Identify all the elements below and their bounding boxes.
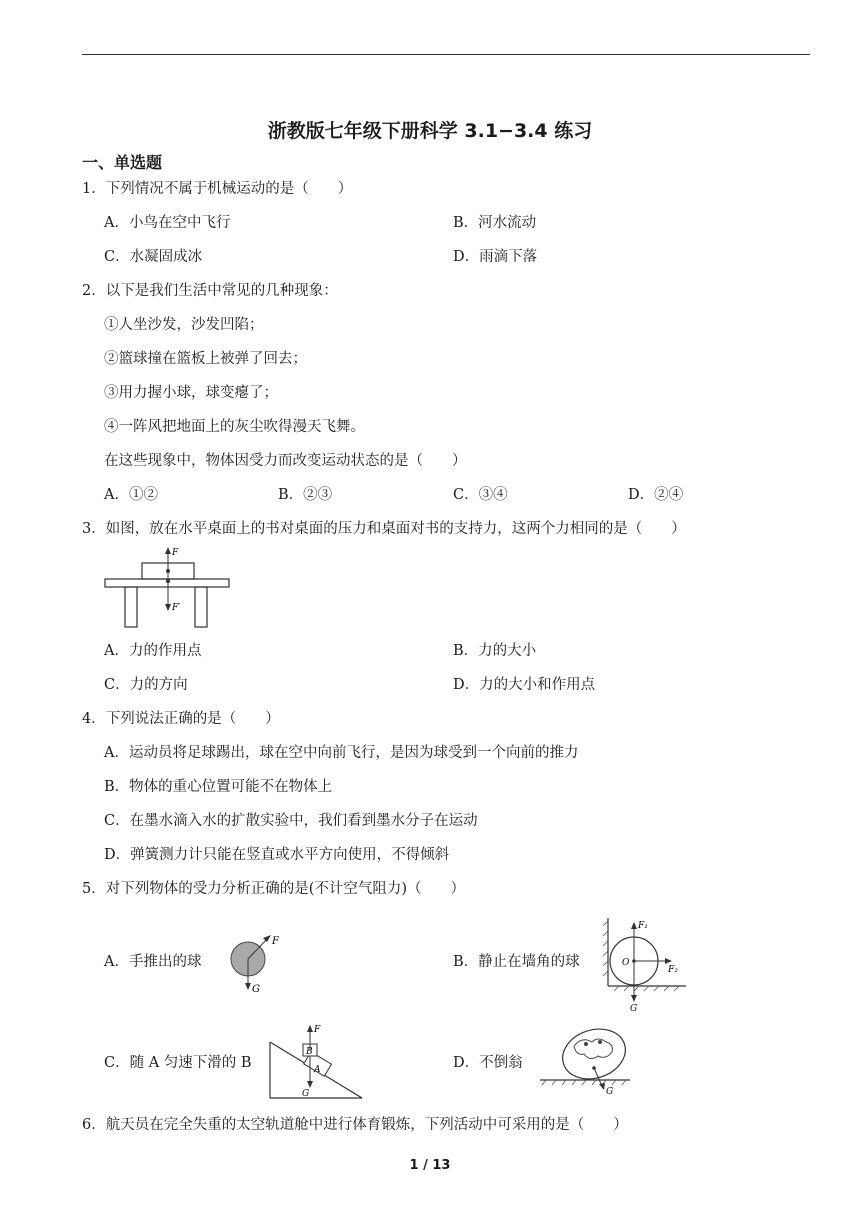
- q2-option-c: C．③④: [453, 487, 508, 503]
- pushed-ball-figure: [222, 926, 292, 996]
- q3-option-a: A．力的作用点: [104, 643, 202, 659]
- page-title: 浙教版七年级下册科学 3.1−3.4 练习: [267, 120, 593, 142]
- q2-option-d: D．②④: [628, 487, 684, 503]
- header-rule: [82, 54, 810, 55]
- label-a: A: [314, 1065, 321, 1075]
- q3-option-d: D．力的大小和作用点: [453, 677, 596, 693]
- question-6-stem: 6．航天员在完全失重的太空轨道舱中进行体育锻炼，下列活动中可采用的是（ ）: [82, 1117, 628, 1133]
- q4-option-b: B．物体的重心位置可能不在物体上: [104, 779, 333, 795]
- q2-option-b: B．②③: [278, 487, 333, 503]
- q1-option-d: D．雨滴下落: [453, 249, 538, 265]
- q3-option-b: B．力的大小: [453, 643, 537, 659]
- q1-option-b: B．河水流动: [453, 215, 537, 231]
- ball-in-corner-figure: [600, 914, 690, 1012]
- q2-question: 在这些现象中，物体因受力而改变运动状态的是（ ）: [104, 453, 467, 469]
- q4-option-a: A．运动员将足球踢出，球在空中向前飞行，是因为球受到一个向前的推力: [104, 745, 579, 761]
- q2-item-1: ①人坐沙发，沙发凹陷；: [104, 317, 264, 333]
- q5-option-d: D．不倒翁: [453, 1055, 523, 1071]
- label-f: F: [172, 548, 179, 558]
- q2-item-3: ③用力握小球，球变瘪了；: [104, 385, 278, 401]
- q4-option-d: D．弹簧测力计只能在竖直或水平方向使用，不得倾斜: [104, 847, 450, 863]
- question-1-stem: 1．下列情况不属于机械运动的是（ ）: [82, 181, 353, 197]
- tumbler-toy-figure: [536, 1028, 636, 1102]
- q5-option-a: A．手推出的球: [104, 954, 202, 970]
- label-f1: F₁: [638, 921, 648, 931]
- label-g: G: [302, 1089, 310, 1099]
- question-4-stem: 4．下列说法正确的是（ ）: [82, 711, 280, 727]
- question-5-stem: 5．对下列物体的受力分析正确的是(不计空气阻力)（ ）: [82, 881, 466, 897]
- sliding-blocks-figure: [266, 1022, 368, 1104]
- label-g: G: [252, 984, 260, 995]
- label-f-prime: F′: [172, 603, 181, 613]
- label-b: B: [306, 1047, 313, 1057]
- q2-item-4: ④一阵风把地面上的灰尘吹得漫天飞舞。: [104, 419, 365, 435]
- question-2-stem: 2．以下是我们生活中常见的几种现象：: [82, 283, 338, 299]
- page-number: 1 / 13: [409, 1158, 451, 1173]
- label-g: G: [630, 1004, 638, 1012]
- q2-option-a: A．①②: [104, 487, 158, 503]
- label-f2: F₂: [668, 965, 678, 975]
- q4-option-c: C．在墨水滴入水的扩散实验中，我们看到墨水分子在运动: [104, 813, 478, 829]
- label-g: G: [606, 1087, 614, 1097]
- label-f: F: [314, 1025, 321, 1035]
- q5-option-b: B．静止在墙角的球: [453, 954, 580, 970]
- question-3-stem: 3．如图，放在水平桌面上的书对桌面的压力和桌面对书的支持力，这两个力相同的是（ ）: [82, 521, 686, 537]
- book-on-table-figure: [100, 544, 235, 630]
- q2-item-2: ②篮球撞在篮板上被弹了回去；: [104, 351, 307, 367]
- label-f: F: [272, 936, 279, 947]
- q1-option-a: A．小鸟在空中飞行: [104, 215, 231, 231]
- label-o: O: [622, 958, 630, 968]
- q3-option-c: C．力的方向: [104, 677, 188, 693]
- q1-option-c: C．水凝固成冰: [104, 249, 203, 265]
- section-heading: 一、单选题: [82, 153, 163, 172]
- q5-option-c: C．随 A 匀速下滑的 B: [104, 1055, 252, 1071]
